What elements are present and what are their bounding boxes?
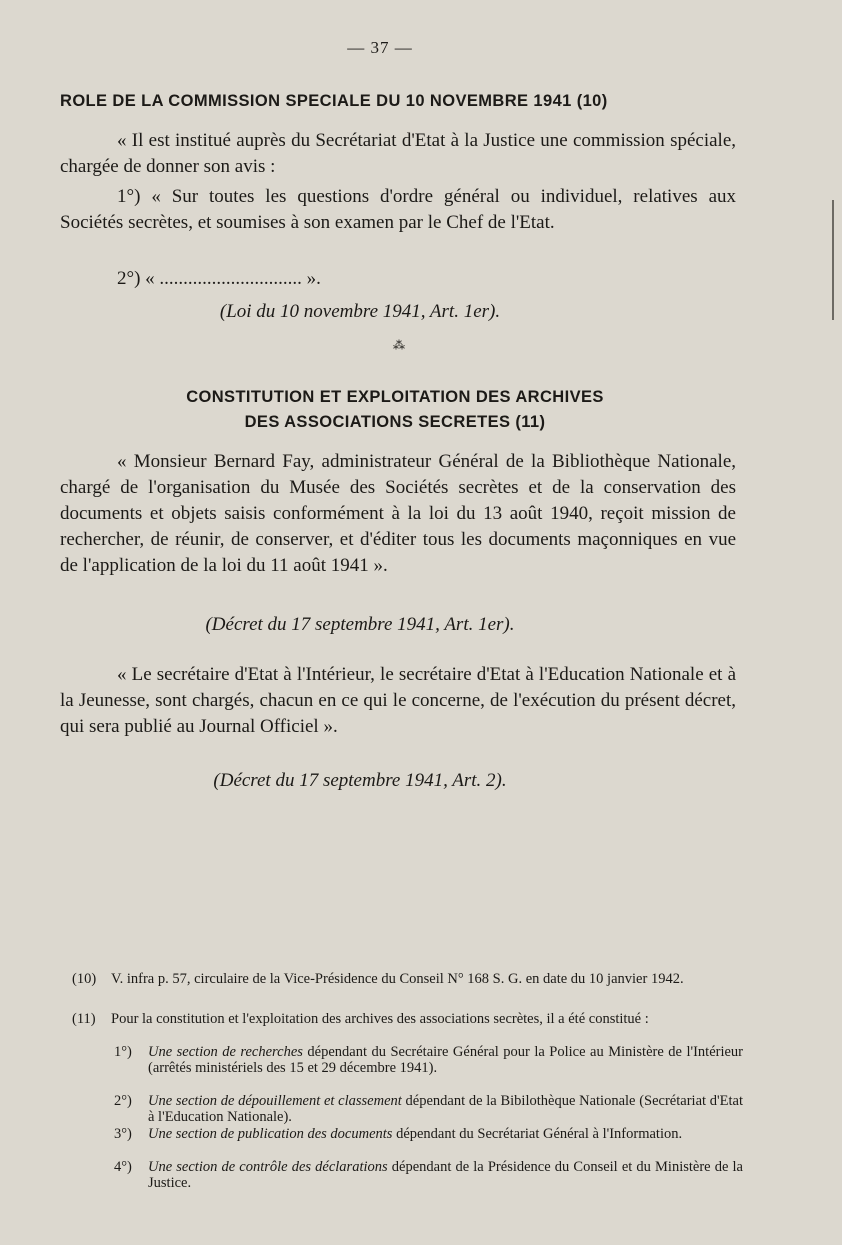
footnote-11-item-1-number: 1°)	[114, 1044, 132, 1060]
paragraph-bernard-fay: « Monsieur Bernard Fay, administrateur Général de la Bibliothèque Nationale, chargé de l'organisation du Musée des Sociétés secrètes et de la conservation des documents et objets saisis conformément à la loi du 13 août 1940, reçoit mission de rechercher, de réunir, de conserver, et d'éditer tous les documents maçonniques en vue de l'application de la loi du 11 août 1941 ».	[60, 451, 736, 576]
footnote-11-item-2-number: 2°)	[114, 1093, 132, 1109]
paragraph-commission-item-1: 1°) « Sur toutes les questions d'ordre général ou individuel, relatives aux Sociétés secrètes, et soumises à son examen par le Chef de l'Etat.	[60, 186, 736, 233]
section-heading-archives-line2: DES ASSOCIATIONS SECRETES (11)	[244, 413, 546, 431]
citation-decret-art2: (Décret du 17 septembre 1941, Art. 2).	[213, 770, 507, 791]
footnote-11-item-3-number: 3°)	[114, 1126, 132, 1142]
footnote-11-item-3: Une section de publication des documents dépendant du Secrétariat Général à l'Information.	[148, 1126, 683, 1142]
margin-mark	[832, 200, 834, 320]
footnote-11-item-4: Une section de contrôle des déclarations dépendant de la Présidence du Conseil et du Ministère de la Justice.	[148, 1159, 743, 1191]
citation-decret-art1: (Décret du 17 septembre 1941, Art. 1er).	[205, 614, 515, 635]
page-number: — 37 —	[347, 38, 413, 57]
footnote-10-number: (10)	[72, 971, 97, 987]
section-heading-commission: ROLE DE LA COMMISSION SPECIALE DU 10 NOVEMBRE 1941 (10)	[60, 92, 608, 110]
section-separator: ⁂	[393, 338, 405, 352]
footnote-11-number: (11)	[72, 1011, 96, 1027]
paragraph-commission-intro: « Il est institué auprès du Secrétariat d'Etat à la Justice une commission spéciale, chargée de donner son avis :	[60, 130, 736, 177]
footnote-11-item-1: Une section de recherches dépendant du Secrétaire Général pour la Police au Ministère de l'Intérieur (arrêtés ministériels des 15 et 29 décembre 1941).	[148, 1044, 744, 1076]
footnote-10-text: V. infra p. 57, circulaire de la Vice-Présidence du Conseil N° 168 S. G. en date du 10 janvier 1942.	[111, 971, 684, 987]
citation-loi-1941: (Loi du 10 novembre 1941, Art. 1er).	[219, 301, 501, 322]
footnote-11-item-4-number: 4°)	[114, 1159, 132, 1175]
footnote-11-text: Pour la constitution et l'exploitation des archives des associations secrètes, il a été constitué :	[111, 1011, 649, 1027]
paragraph-commission-item-2: 2°) « .............................. ».	[117, 268, 321, 289]
section-heading-archives-line1: CONSTITUTION ET EXPLOITATION DES ARCHIVES	[186, 388, 604, 406]
footnote-11-item-2: Une section de dépouillement et classement dépendant de la Bibilothèque Nationale (Secrétariat d'Etat à l'Education Nationale).	[148, 1093, 743, 1125]
paragraph-execution: « Le secrétaire d'Etat à l'Intérieur, le secrétaire d'Etat à l'Education Nationale et à la Jeunesse, sont chargés, chacun en ce qui le concerne, de l'exécution du présent décret, qui sera publié au Journal Officiel ».	[60, 664, 736, 737]
